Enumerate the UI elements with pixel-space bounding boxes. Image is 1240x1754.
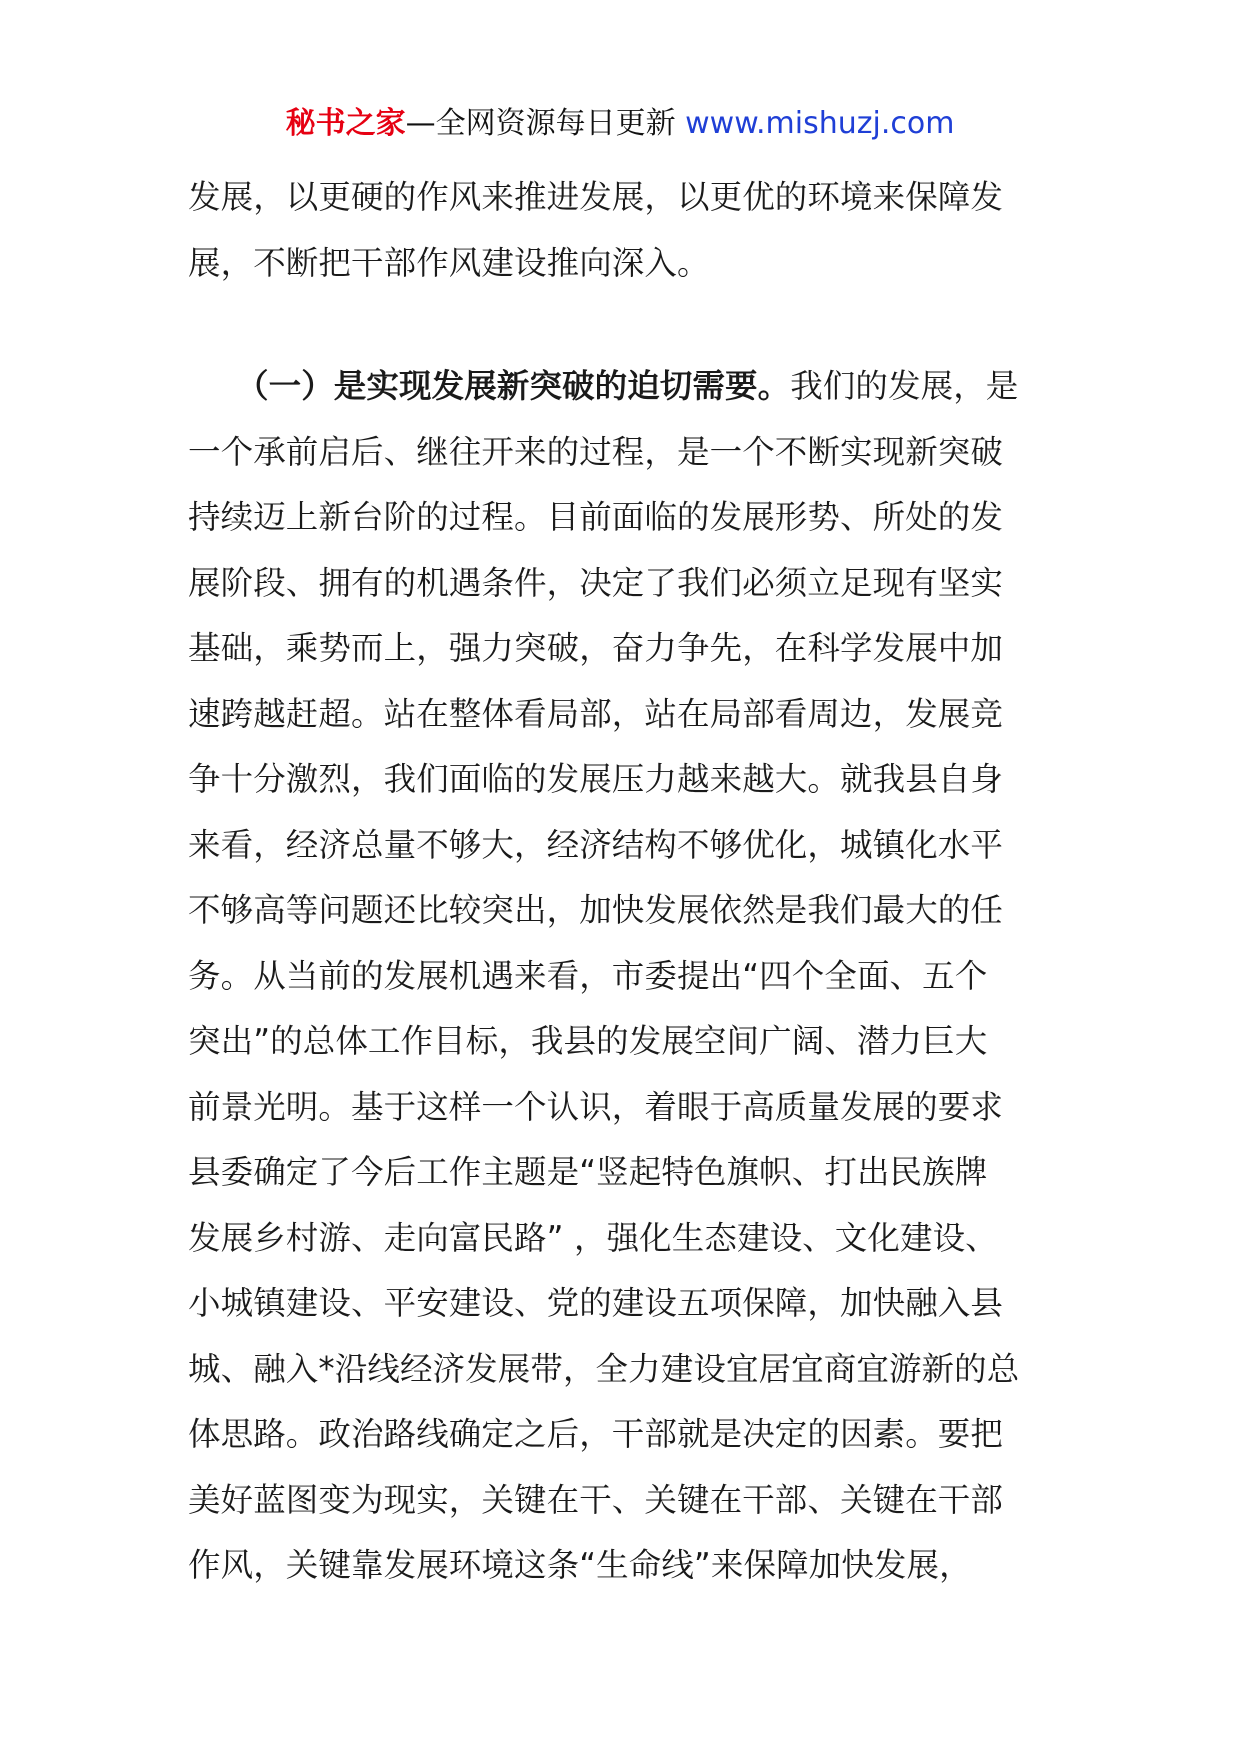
body-line: 体思路。政治路线确定之后，干部就是决定的因素。要把	[188, 1415, 1004, 1453]
site-watermark-header	[0, 102, 1240, 146]
body-line: 县委确定了今后工作主题是“竖起特色旗帜、打出民族牌	[188, 1153, 988, 1191]
body-line: 发展乡村游、走向富民路” ，强化生态建设、文化建设、	[188, 1218, 998, 1257]
brand-name: 秘书之家	[285, 106, 406, 141]
header-tagline: —全网资源每日更新	[405, 106, 686, 141]
body-line: 一个承前启后、继往开来的过程，是一个不断实现新突破	[188, 432, 1004, 471]
paragraph-spacer	[188, 296, 1058, 354]
body-line: 务。从当前的发展机遇来看，市委提出“四个全面、五个	[188, 956, 988, 995]
body-line: 美好蓝图变为现实，关键在干、关键在干部、关键在干部	[188, 1480, 1004, 1519]
body-line: 小城镇建设、平安建设、党的建设五项保障，加快融入县	[188, 1284, 1004, 1322]
body-line: 作风，关键靠发展环境这条“生命线”来保障加快发展，	[188, 1546, 972, 1584]
section-heading-line	[188, 354, 1058, 420]
section-first-line-text: 我们的发展，是	[790, 367, 1019, 405]
body-line: 不够高等问题还比较突出，加快发展依然是我们最大的任	[188, 891, 1004, 929]
body-line: 前景光明。基于这样一个认识，着眼于高质量发展的要求	[188, 1087, 1004, 1126]
body-line: 突出”的总体工作目标，我县的发展空间广阔、潜力巨大	[188, 1022, 988, 1060]
body-line: 速跨越赶超。站在整体看局部，站在局部看周边，发展竞	[188, 694, 1004, 733]
document-body	[188, 165, 1058, 1599]
website-url: www.mishuzj.com	[685, 106, 955, 141]
body-line: 城、融入*沿线经济发展带，全力建设宜居宜商宜游新的总	[188, 1349, 1020, 1388]
body-line: 发展，以更硬的作风来推进发展，以更优的环境来保障发	[188, 178, 1004, 216]
body-line: 展阶段、拥有的机遇条件，决定了我们必须立足现有坚实	[188, 563, 1004, 602]
body-line: 来看，经济总量不够大，经济结构不够优化，城镇化水平	[188, 825, 1004, 864]
body-line: 持续迈上新台阶的过程。目前面临的发展形势、所处的发	[188, 498, 1004, 536]
body-line: 争十分激烈，我们面临的发展压力越来越大。就我县自身	[188, 760, 1004, 798]
body-line: 展，不断把干部作风建设推向深入。	[188, 243, 710, 282]
body-line: 基础，乘势而上，强力突破，奋力争先，在科学发展中加	[188, 629, 1004, 667]
section-heading: （一）是实现发展新突破的迫切需要。	[236, 367, 791, 405]
